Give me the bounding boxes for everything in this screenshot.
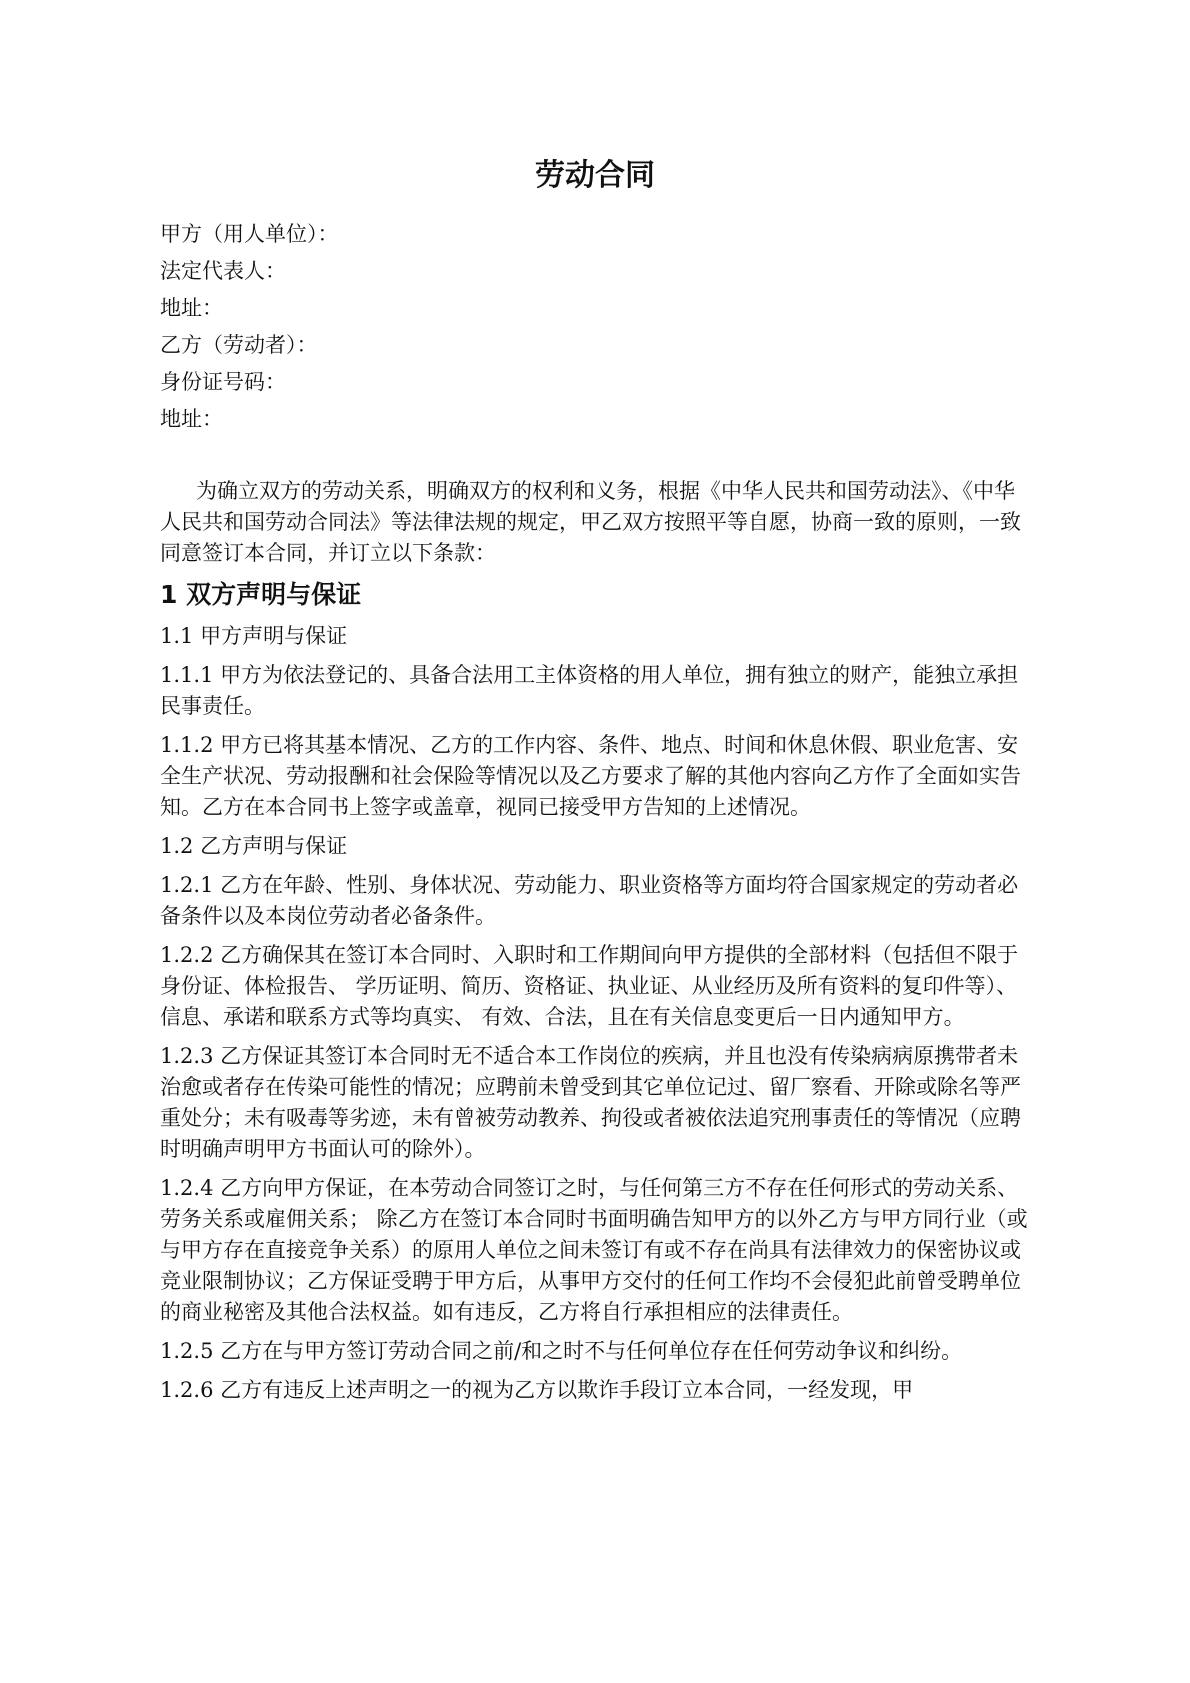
clause-paragraph: 1.2.3 乙方保证其签订本合同时无不适合本工作岗位的疾病，并且也没有传染病病原携带者未治愈或者存在传染可能性的情况；应聘前未曾受到其它单位记过、留厂察看、开除或除名等严重处分；未有吸毒等劣迹，未有曾被劳动教养、拘役或者被依法追究刑事责任的等情况（应聘时明确声明甲方书面认可的除外）。 — [160, 1044, 1021, 1161]
intro-paragraph: 为确立双方的劳动关系，明确双方的权利和义务，根据《中华人民共和国劳动法》、《中华人民共和国劳动合同法》等法律法规的规定，甲乙双方按照平等自愿，协商一致的原则，一致同意签订本合同，并订立以下条款： — [160, 479, 1021, 565]
party-b-address-field: 地址： — [160, 407, 223, 431]
id-number-field: 身份证号码： — [160, 370, 286, 394]
clause-paragraph: 1.1.1 甲方为依法登记的、具备合法用工主体资格的用人单位，拥有独立的财产，能独立承担民事责任。 — [160, 663, 1019, 718]
party-a-field: 甲方（用人单位）： — [160, 222, 339, 246]
section-heading: 1 双方声明与保证 — [160, 580, 362, 609]
document-title: 劳动合同 — [535, 158, 655, 193]
party-fields — [160, 216, 339, 438]
legal-representative-field: 法定代表人： — [160, 259, 286, 283]
clause-paragraph: 1.2.4 乙方向甲方保证，在本劳动合同签订之时，与任何第三方不存在任何形式的劳动关系、劳务关系或雇佣关系； 除乙方在签订本合同时书面明确告知甲方的以外乙方与甲方同行业（或与甲方存在直接竞争关系）的原用人单位之间未签订有或不存在尚具有法律效力的保密协议或竞业限制协议；乙方保证受聘于甲方后，从事甲方交付的任何工作均不会侵犯此前曾受聘单位的商业秘密及其他合法权益。如有违反，乙方将自行承担相应的法律责任。 — [160, 1176, 1028, 1324]
clause-paragraph: 1.1.2 甲方已将其基本情况、乙方的工作内容、条件、地点、时间和休息休假、职业危害、安全生产状况、劳动报酬和社会保险等情况以及乙方要求了解的其他内容向乙方作了全面如实告知。乙方在本合同书上签字或盖章，视同已接受甲方告知的上述情况。 — [160, 733, 1021, 819]
party-b-field: 乙方（劳动者）： — [160, 333, 318, 357]
clause-paragraph: 1.2.2 乙方确保其在签订本合同时、入职时和工作期间向甲方提供的全部材料（包括但不限于身份证、体检报告、 学历证明、简历、资格证、执业证、从业经历及所有资料的复印件等）、信息、承诺和联系方式等均真实、 有效、合法，且在有关信息变更后一日内通知甲方。 — [160, 943, 1019, 1029]
subsection-heading: 1.2 乙方声明与保证 — [160, 834, 348, 858]
clause-paragraph: 1.2.6 乙方有违反上述声明之一的视为乙方以欺诈手段订立本合同，一经发现，甲 — [160, 1378, 914, 1402]
subsection-heading: 1.1 甲方声明与保证 — [160, 624, 348, 648]
clause-paragraph: 1.2.1 乙方在年龄、性别、身体状况、劳动能力、职业资格等方面均符合国家规定的劳动者必备条件以及本岗位劳动者必备条件。 — [160, 873, 1019, 928]
party-a-address-field: 地址： — [160, 296, 223, 320]
clause-paragraph: 1.2.5 乙方在与甲方签订劳动合同之前/和之时不与任何单位存在任何劳动争议和纠纷。 — [160, 1339, 963, 1363]
contract-body — [160, 476, 1030, 1406]
